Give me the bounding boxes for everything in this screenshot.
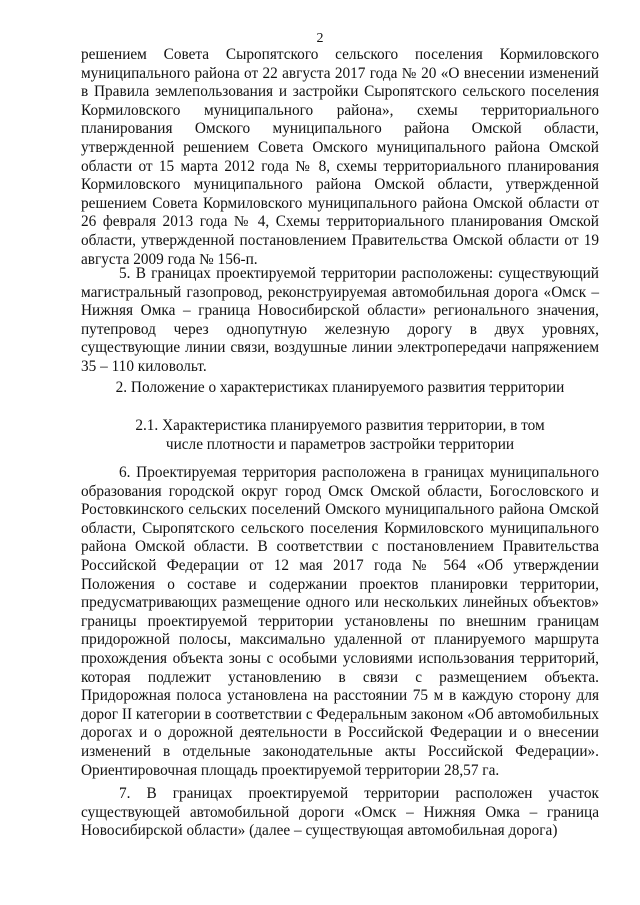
paragraph-5: 5. В границах проектируемой территории расположены: существующий магистральный газопровод, реконструируемая автомобильная дорога «Омск – Нижняя Омка – граница Новосибирской области» регионального значения, путепровод через однопутную железную дорогу в двух уровнях, существующие линии связи, воздушные линии электропередачи напряжением 35 – 110 киловольт. — [81, 265, 599, 375]
page-number: 2 — [316, 31, 324, 46]
paragraph-6: 6. Проектируемая территория расположена в границах муниципального образования городской округ город Омск Омской области, Богословского и Ростовкинского сельских поселений Омского муниципального района Омской области, Сыропятского сельского поселения Кормиловского муниципального района Омской области. В соответствии с постановлением Правительства Российской Федерации от 12 мая 2017 года № 564 «Об утверждении Положения о составе и содержании проектов планировки территории, предусматривающих размещение одного или нескольких линейных объектов» границы проектируемой территории установлены по внешним границам придорожной полосы, максимально удаленной от планируемого маршрута прохождения объекта зоны с особыми условиями использования территорий, которая подлежит установлению в связи с размещением объекта. Придорожная полоса установлена на расстоянии 75 м в каждую сторону для дорог II категории в соответствии с Федеральным законом «Об автомобильных дорогах и о дорожной деятельности в Российской Федерации и о внесении изменений в отдельные законодательные акты Российской Федерации». Ориентировочная площадь проектируемой территории 28,57 га. — [81, 464, 599, 779]
paragraph-7: 7. В границах проектируемой территории расположен участок существующей автомобильной дороги «Омск – Нижняя Омка – граница Новосибирской области» (далее – существующая автомобильная дорога) — [81, 785, 599, 840]
section-heading-2-1: 2.1. Характеристика планируемого развития территории, в том числе плотности и параметров застройки территории — [135, 417, 545, 453]
section-heading-2: 2. Положение о характеристиках планируемого развития территории — [115, 379, 565, 396]
paragraph-continuation: решением Совета Сыропятского сельского поселения Кормиловского муниципального района от 22 августа 2017 года № 20 «О внесении изменений в Правила землепользования и застройки Сыропятского сельского поселения Кормиловского муниципального района», схемы территориального планирования Омского муниципального района Омской области, утвержденной решением Совета Омского муниципального района Омской области от 15 марта 2012 года № 8, схемы территориального планирования Кормиловского муниципального района Омской области, утвержденной решением Совета Кормиловского муниципального района Омской области от 26 февраля 2013 года № 4, Схемы территориального планирования Омской области, утвержденной постановлением Правительства Омской области от 19 августа 2009 года № 156-п. — [81, 46, 599, 268]
